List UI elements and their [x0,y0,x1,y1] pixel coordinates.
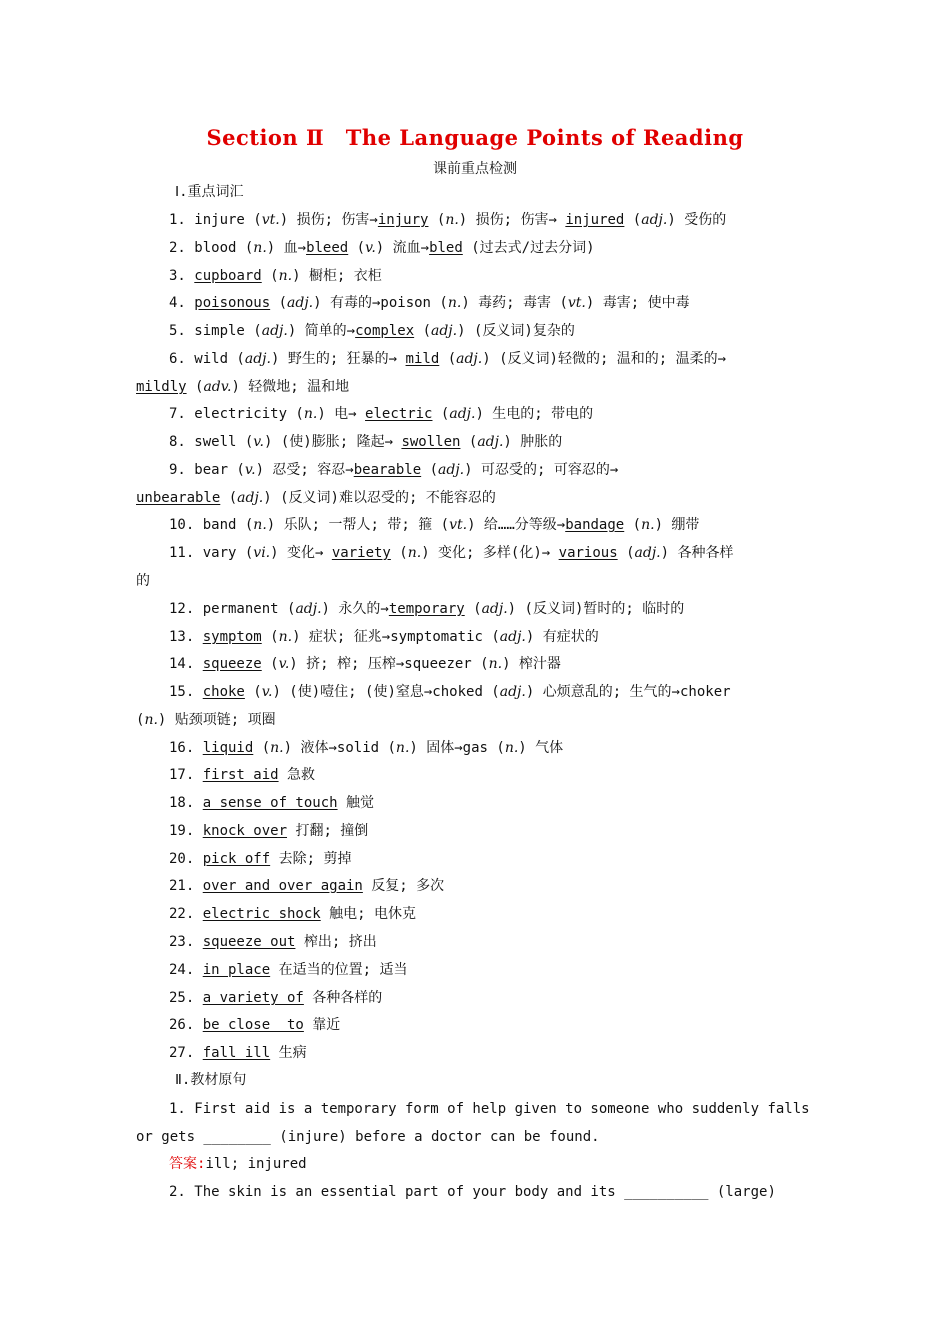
vocab-item: 8. swell (v.) (使)膨胀; 隆起→ swollen (adj.) 肿胀的 [169,434,563,450]
section-heading-vocabulary: Ⅰ.重点词汇 [175,184,244,200]
vocab-item: 10. band (n.) 乐队; 一帮人; 带; 箍 (vt.) 给……分等级→bandage (n.) 绷带 [169,517,700,533]
sentence-item: 2. The skin is an essential part of your body and its __________ (large) [169,1184,776,1200]
vocab-item: 15. choke (v.) (使)噎住; (使)窒息→choked (adj.) 心烦意乱的; 生气的→choker [169,684,739,700]
answer-text: ill; injured [205,1156,307,1172]
vocab-item: 5. simple (adj.) 简单的→complex (adj.) (反义词)复杂的 [169,323,575,339]
vocab-item: 的 [136,573,150,589]
vocab-item: 4. poisonous (adj.) 有毒的→poison (n.) 毒药; 毒害 (vt.) 毒害; 使中毒 [169,295,690,311]
section-heading-textbook-sentences: Ⅱ.教材原句 [175,1072,247,1088]
vocab-item: 27. fall ill 生病 [169,1045,307,1061]
vocab-item: 1. injure (vt.) 损伤; 伤害→injury (n.) 损伤; 伤害→ injured (adj.) 受伤的 [169,212,727,228]
sentence-item: 1. First aid is a temporary form of help given to someone who suddenly falls [169,1101,819,1117]
vocab-item: 14. squeeze (v.) 挤; 榨; 压榨→squeezer (n.) 榨汁器 [169,656,561,672]
vocab-item: 9. bear (v.) 忍受; 容忍→bearable (adj.) 可忍受的; 可容忍的→ [169,462,627,478]
vocab-item: 13. symptom (n.) 症状; 征兆→symptomatic (adj.) 有症状的 [169,629,599,645]
vocab-item: 25. a variety of 各种各样的 [169,990,383,1006]
vocab-item: 19. knock over 打翻; 撞倒 [169,823,369,839]
vocab-item: 21. over and over again 反复; 多次 [169,878,445,894]
vocab-item: 26. be close to 靠近 [169,1017,341,1033]
vocab-item: 11. vary (vi.) 变化→ variety (n.) 变化; 多样(化)→ various (adj.) 各种各样 [169,545,734,561]
vocab-item: 17. first aid 急救 [169,767,316,783]
vocab-item: 12. permanent (adj.) 永久的→temporary (adj.) (反义词)暂时的; 临时的 [169,601,685,617]
vocab-item: 23. squeeze out 榨出; 挤出 [169,934,377,950]
vocab-item: 24. in place 在适当的位置; 适当 [169,962,408,978]
vocab-item: mildly (adv.) 轻微地; 温和地 [136,379,350,395]
vocab-item: 2. blood (n.) 血→bleed (v.) 流血→bled (过去式/过去分词) [169,240,595,256]
vocab-item: 22. electric shock 触电; 电休克 [169,906,417,922]
sentence-item: or gets ________ (injure) before a doctor can be found. [136,1129,600,1145]
answer-label: 答案: [169,1156,206,1172]
page-subtitle: 课前重点检测 [433,161,517,177]
vocab-item: 20. pick off 去除; 剪掉 [169,851,352,867]
answer-line [169,1154,849,1174]
vocab-item: 6. wild (adj.) 野生的; 狂暴的→ mild (adj.) (反义词)轻微的; 温和的; 温柔的→ [169,351,735,367]
vocab-item: (n.) 贴颈项链; 项圈 [136,712,276,728]
vocab-item: 3. cupboard (n.) 橱柜; 衣柜 [169,268,382,284]
vocab-item: 18. a sense of touch 触觉 [169,795,375,811]
vocab-item: unbearable (adj.) (反义词)难以忍受的; 不能容忍的 [136,490,496,506]
vocab-item: 7. electricity (n.) 电→ electric (adj.) 生电的; 带电的 [169,406,594,422]
page-title: Section Ⅱ The Language Points of Reading [206,125,744,150]
vocab-item: 16. liquid (n.) 液体→solid (n.) 固体→gas (n.) 气体 [169,740,564,756]
